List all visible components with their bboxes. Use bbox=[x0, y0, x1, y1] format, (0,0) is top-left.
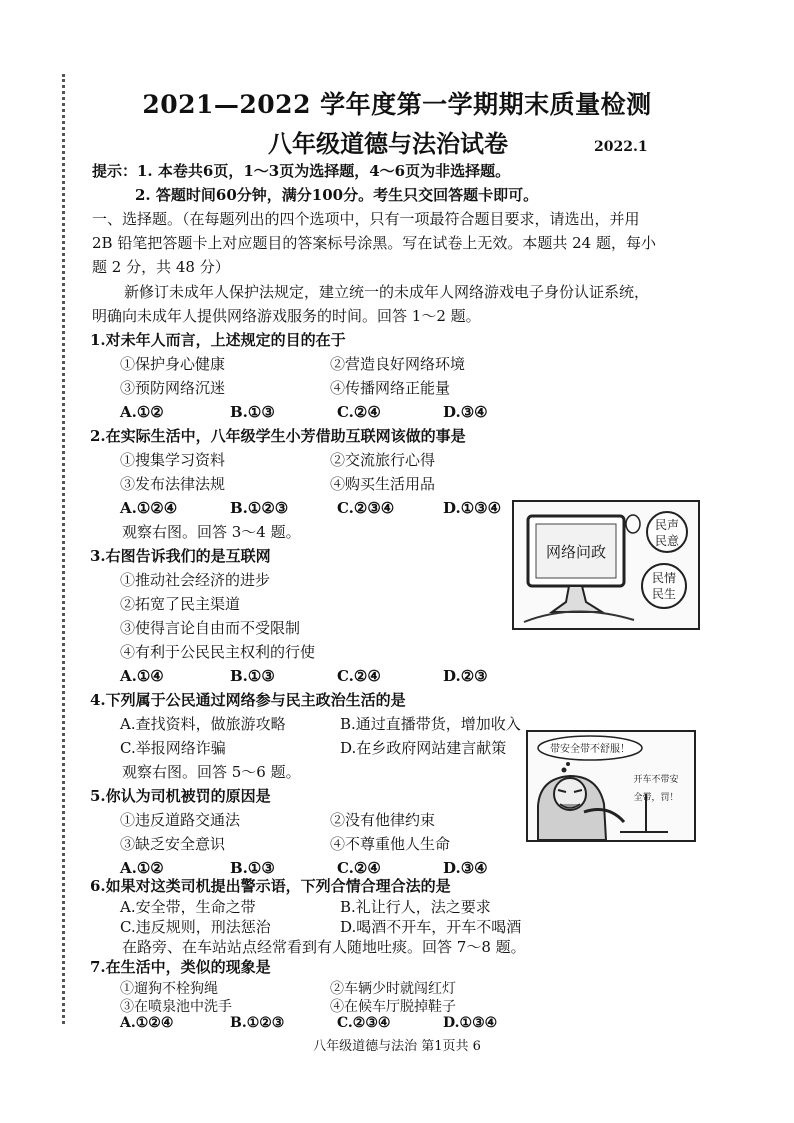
q6-option-c: C.违反规则，刑法惩治 bbox=[120, 918, 271, 936]
q1-option-b: B.①③ bbox=[230, 403, 275, 421]
intro-q7-q8: 在路旁、在车站站点经常看到有人随地吐痰。回答 7～8 题。 bbox=[122, 938, 526, 956]
q5-statement-2: ②没有他律约束 bbox=[330, 811, 436, 829]
q6-stem: 6.如果对这类司机提出警示语，下列合情合理合法的是 bbox=[90, 877, 451, 895]
q1-statement-3: ③预防网络沉迷 bbox=[120, 379, 226, 397]
cartoon-speech: 带安全带不舒服！ bbox=[550, 744, 630, 755]
q6-option-d: D.喝酒不开车，开车不喝酒 bbox=[340, 918, 522, 936]
section-instructions-3: 题 2 分，共 48 分） bbox=[92, 258, 230, 276]
q4-option-a: A.查找资料，做旅游攻略 bbox=[120, 715, 286, 733]
q5-option-a: A.①② bbox=[120, 859, 164, 877]
bubble1-line2: 民意 bbox=[654, 534, 680, 548]
q1-option-d: D.③④ bbox=[443, 403, 488, 421]
q3-option-c: C.②④ bbox=[337, 667, 381, 685]
q2-option-d: D.①③④ bbox=[443, 499, 502, 517]
cartoon-caption-line2: 全带，罚！ bbox=[633, 793, 679, 803]
q4-stem: 4.下列属于公民通过网络参与民主政治生活的是 bbox=[90, 691, 406, 709]
q5-statement-3: ③缺乏安全意识 bbox=[120, 835, 226, 853]
binding-dotted-line bbox=[62, 74, 65, 1024]
q3-statement-4: ④有利于公民民主权利的行使 bbox=[120, 643, 316, 661]
q3-statement-2: ②拓宽了民主渠道 bbox=[120, 595, 241, 613]
q5-option-c: C.②④ bbox=[337, 859, 381, 877]
intro-q5-q6: 观察右图。回答 5～6 题。 bbox=[122, 763, 301, 781]
q1-option-c: C.②④ bbox=[337, 403, 381, 421]
q2-option-a: A.①②④ bbox=[120, 499, 178, 517]
q2-stem: 2.在实际生活中，八年级学生小芳借助互联网该做的事是 bbox=[90, 427, 466, 445]
q6-option-b: B.礼让行人，法之要求 bbox=[340, 898, 491, 916]
exam-subtitle: 八年级道德与法治试卷 bbox=[268, 129, 508, 158]
q1-stem: 1.对未年人而言，上述规定的目的在于 bbox=[90, 331, 346, 349]
q7-statement-2: ②车辆少时就闯红灯 bbox=[330, 981, 456, 997]
q1-statement-1: ①保护身心健康 bbox=[120, 355, 226, 373]
q5-stem: 5.你认为司机被罚的原因是 bbox=[90, 787, 271, 805]
q6-option-a: A.安全带，生命之带 bbox=[120, 898, 256, 916]
q4-option-b: B.通过直播带货，增加收入 bbox=[340, 715, 521, 733]
material-1-line-2: 明确向未成年人提供网络游戏服务的时间。回答 1～2 题。 bbox=[92, 307, 481, 325]
q2-statement-4: ④购买生活用品 bbox=[330, 475, 436, 493]
section-instructions-1: 一、选择题。（在每题列出的四个选项中，只有一项最符合题目要求，请选出，并用 bbox=[92, 210, 640, 228]
q5-statement-4: ④不尊重他人生命 bbox=[330, 835, 451, 853]
q2-option-c: C.②③④ bbox=[337, 499, 395, 517]
q3-option-a: A.①④ bbox=[120, 667, 164, 685]
q5-statement-1: ①违反道路交通法 bbox=[120, 811, 241, 829]
cartoon-screen-text: 网络问政 bbox=[545, 543, 607, 561]
seatbelt-cartoon bbox=[526, 730, 696, 842]
exam-title: 2021—2022 学年度第一学期期末质量检测 bbox=[142, 90, 652, 119]
q7-option-c: C.②③④ bbox=[337, 1015, 391, 1031]
online-governance-cartoon bbox=[512, 500, 700, 630]
q4-option-c: C.举报网络诈骗 bbox=[120, 739, 226, 757]
q5-option-b: B.①③ bbox=[230, 859, 275, 877]
q7-statement-3: ③在喷泉池中洗手 bbox=[120, 999, 232, 1015]
material-1-line-1: 新修订未成年人保护法规定，建立统一的未成年人网络游戏电子身份认证系统， bbox=[124, 283, 650, 301]
note-line-2: 2. 答题时间60分钟，满分100分。考生只交回答题卡即可。 bbox=[135, 186, 539, 204]
bubble1-line1: 民声 bbox=[654, 518, 680, 532]
q3-stem: 3.右图告诉我们的是互联网 bbox=[90, 547, 271, 565]
q7-statement-1: ①遛狗不栓狗绳 bbox=[120, 981, 218, 997]
bubble2-line1: 民情 bbox=[651, 571, 677, 585]
page-footer: 八年级道德与法治 第1页共 6 bbox=[313, 1039, 481, 1054]
q3-statement-3: ③使得言论自由而不受限制 bbox=[120, 619, 301, 637]
q7-option-d: D.①③④ bbox=[443, 1015, 498, 1031]
q2-statement-1: ①搜集学习资料 bbox=[120, 451, 226, 469]
q4-option-d: D.在乡政府网站建言献策 bbox=[340, 739, 507, 757]
q7-statement-4: ④在候车厅脱掉鞋子 bbox=[330, 999, 456, 1015]
cartoon-caption-line1: 开车不带安 bbox=[633, 775, 679, 785]
q2-statement-2: ②交流旅行心得 bbox=[330, 451, 436, 469]
q5-option-d: D.③④ bbox=[443, 859, 488, 877]
q3-statement-1: ①推动社会经济的进步 bbox=[120, 571, 271, 589]
q3-option-b: B.①③ bbox=[230, 667, 275, 685]
q3-option-d: D.②③ bbox=[443, 667, 488, 685]
intro-q3-q4: 观察右图。回答 3～4 题。 bbox=[122, 523, 301, 541]
q1-option-a: A.①② bbox=[120, 403, 164, 421]
q1-statement-4: ④传播网络正能量 bbox=[330, 379, 451, 397]
q7-stem: 7.在生活中，类似的现象是 bbox=[90, 958, 271, 976]
exam-date: 2022.1 bbox=[594, 139, 648, 155]
q2-option-b: B.①②③ bbox=[230, 499, 289, 517]
q2-statement-3: ③发布法律法规 bbox=[120, 475, 226, 493]
bubble2-line2: 民生 bbox=[651, 587, 677, 601]
section-instructions-2: 2B 铅笔把答题卡上对应题目的答案标号涂黑。写在试卷上无效。本题共 24 题，每小 bbox=[92, 234, 656, 252]
note-line-1: 提示：1. 本卷共6页，1～3页为选择题，4～6页为非选择题。 bbox=[92, 162, 511, 180]
q7-option-b: B.①②③ bbox=[230, 1015, 285, 1031]
q1-statement-2: ②营造良好网络环境 bbox=[330, 355, 466, 373]
q7-option-a: A.①②④ bbox=[120, 1015, 174, 1031]
